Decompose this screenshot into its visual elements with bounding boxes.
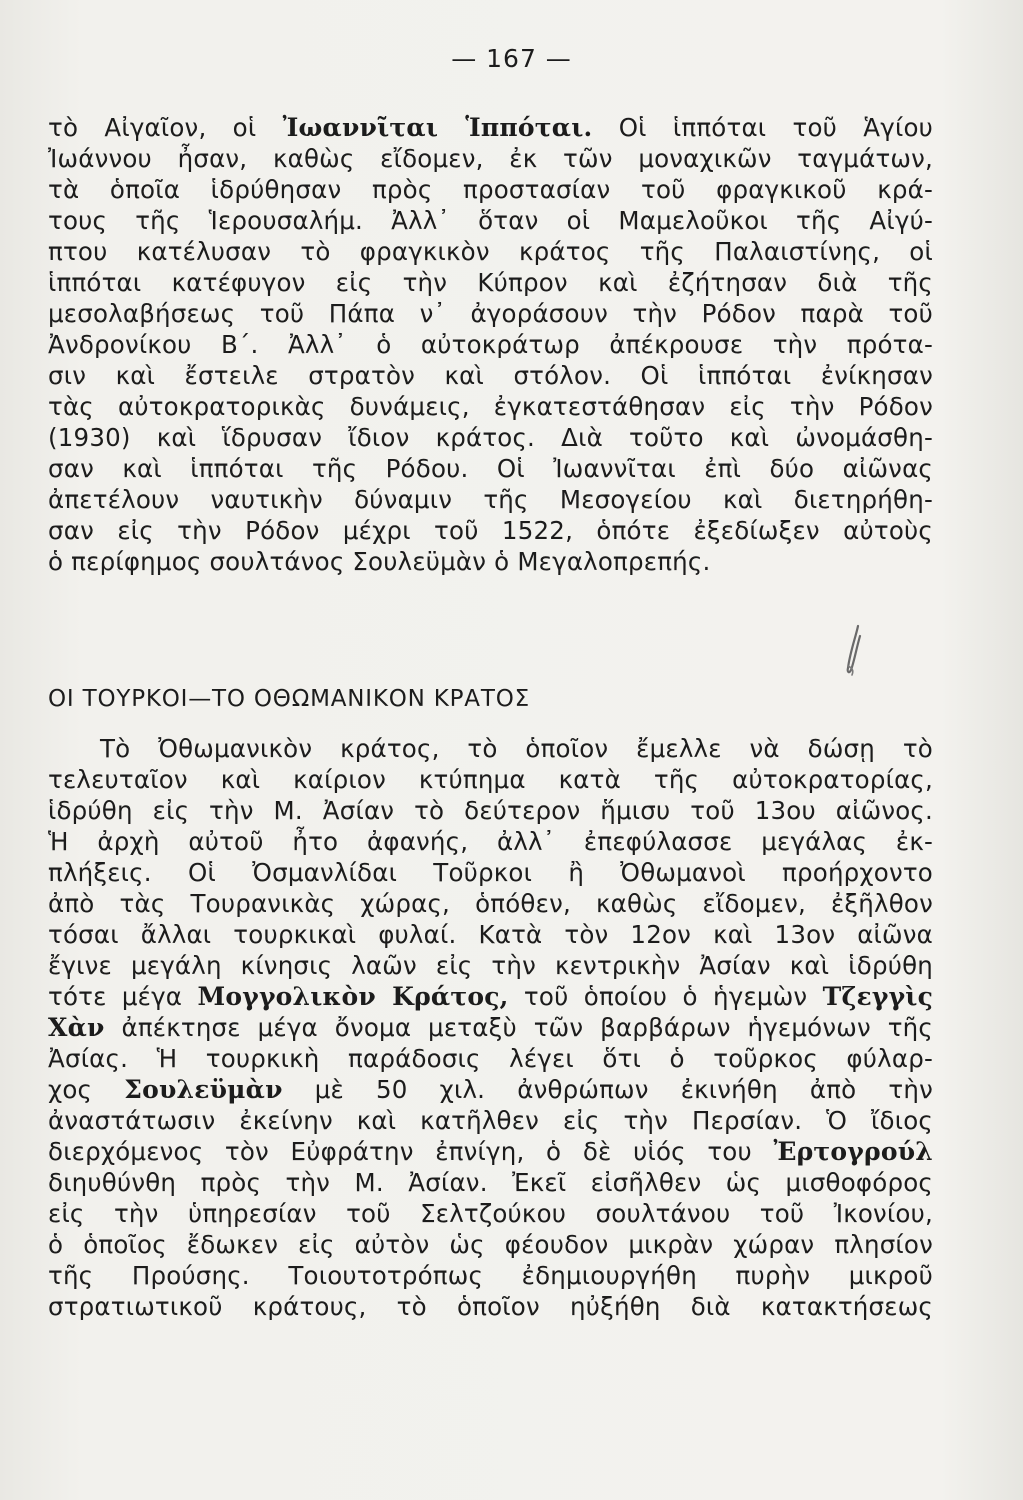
text-segment: ὁ ὁποῖος ἔδωκεν εἰς αὐτὸν ὡς φέουδον μικρὰν χώραν πλησίον xyxy=(48,1230,933,1259)
bold-term: Ἰωαννῖται Ἱππόται. xyxy=(282,113,593,142)
text-line xyxy=(48,1229,933,1260)
text-line xyxy=(48,1198,933,1229)
text-line xyxy=(48,826,933,857)
text-segment: σαν καὶ ἱππόται τῆς Ρόδου. Οἱ Ἰωαννῖται ἐπὶ δύο αἰῶνας xyxy=(48,454,933,483)
text-segment: ἔγινε μεγάλη κίνησις λαῶν εἰς τὴν κεντρικὴν Ἀσίαν καὶ ἱδρύθη xyxy=(48,951,933,980)
text-segment: τῆς Προύσης. Τοιουτοτρόπως ἐδημιουργήθη πυρὴν μικροῦ xyxy=(48,1261,933,1290)
text-line xyxy=(48,143,933,174)
section-heading: ΟΙ ΤΟΥΡΚΟΙ—ΤΟ ΟΘΩΜΑΝΙΚΟΝ ΚΡΑΤΟΣ xyxy=(48,686,530,712)
text-line xyxy=(48,484,933,515)
text-segment: Ἡ ἀρχὴ αὐτοῦ ἦτο ἀφανής, ἀλλ᾽ ἐπεφύλασσε μεγάλας ἐκ- xyxy=(48,827,933,856)
bold-term: Ἐρτογρούλ xyxy=(773,1137,933,1166)
text-line xyxy=(48,1136,933,1167)
text-segment: εἰς τὴν ὑπηρεσίαν τοῦ Σελτζούκου σουλτάνου τοῦ Ἰκονίου, xyxy=(48,1199,933,1228)
text-segment: (1930) καὶ ἵδρυσαν ἴδιον κράτος. Διὰ τοῦτο καὶ ὠνομάσθη- xyxy=(48,423,933,452)
text-segment: ἀπὸ τὰς Τουρανικὰς χώρας, ὁπόθεν, καθὼς εἴδομεν, ἐξῆλθον xyxy=(48,889,933,918)
page-number: — 167 — xyxy=(451,44,572,73)
text-segment: τόσαι ἄλλαι τουρκικαὶ φυλαί. Κατὰ τὸν 12ον καὶ 13ον αἰῶνα xyxy=(48,920,933,949)
text-segment: ἀναστάτωσιν ἐκείνην καὶ κατῆλθεν εἰς τὴν Περσίαν. Ὁ ἴδιος xyxy=(48,1106,933,1135)
text-segment: Ἰωάννου ἦσαν, καθὼς εἴδομεν, ἐκ τῶν μοναχικῶν ταγμάτων, xyxy=(48,144,933,173)
text-segment: ὁ περίφημος σουλτάνος Σουλεϋμὰν ὁ Μεγαλοπρεπής. xyxy=(48,547,711,576)
bold-term: Μογγολικὸν Κράτος, xyxy=(197,982,509,1011)
text-segment: διηυθύνθη πρὸς τὴν Μ. Ἀσίαν. Ἐκεῖ εἰσῆλθεν ὡς μισθοφόρος xyxy=(48,1168,933,1197)
text-segment: Ἀνδρονίκου Β΄. Ἀλλ᾽ ὁ αὐτοκράτωρ ἀπέκρουσε τὴν πρότα- xyxy=(48,330,933,359)
text-line xyxy=(48,1074,933,1105)
text-segment: στρατιωτικοῦ κράτους, τὸ ὁποῖον ηὐξήθη διὰ κατακτήσεως xyxy=(48,1292,933,1321)
text-line xyxy=(48,1105,933,1136)
text-line xyxy=(48,764,933,795)
text-line xyxy=(48,888,933,919)
text-line xyxy=(48,360,933,391)
text-line xyxy=(48,422,933,453)
text-segment: χος xyxy=(48,1075,125,1104)
text-segment: ἱππόται κατέφυγον εἰς τὴν Κύπρον καὶ ἐζήτησαν διὰ τῆς xyxy=(48,268,933,297)
text-segment: τὰς αὐτοκρατορικὰς δυνάμεις, ἐγκατεστάθησαν εἰς τὴν Ρόδον xyxy=(48,392,933,421)
text-line xyxy=(48,298,933,329)
text-line xyxy=(48,205,933,236)
text-segment: διερχόμενος τὸν Εὐφράτην ἐπνίγη, ὁ δὲ υἱός του xyxy=(48,1137,774,1166)
text-line xyxy=(48,857,933,888)
text-line xyxy=(48,391,933,422)
text-segment: τοῦ ὁποίου ὁ ἡγεμὼν xyxy=(508,982,823,1011)
text-line xyxy=(48,1291,933,1322)
text-segment: Ἀσίας. Ἡ τουρκικὴ παράδοσις λέγει ὅτι ὁ τοῦρκος φύλαρ- xyxy=(48,1044,933,1073)
text-line xyxy=(48,267,933,298)
text-segment: ἱδρύθη εἰς τὴν Μ. Ἀσίαν τὸ δεύτερον ἥμισυ τοῦ 13ου αἰῶνος. xyxy=(48,796,933,825)
bold-term: Σουλεϋμὰν xyxy=(124,1075,283,1104)
text-line xyxy=(48,1260,933,1291)
text-line xyxy=(48,515,933,546)
text-segment: μεσολαβήσεως τοῦ Πάπα ν᾽ ἀγοράσουν τὴν Ρόδον παρὰ τοῦ xyxy=(48,299,933,328)
text-line xyxy=(48,236,933,267)
handwritten-pencil-mark xyxy=(840,622,870,678)
text-line xyxy=(48,1167,933,1198)
bold-term: Χὰν xyxy=(48,1013,105,1042)
text-line xyxy=(48,919,933,950)
text-segment: πτου κατέλυσαν τὸ φραγκικὸν κράτος τῆς Παλαιστίνης, οἱ xyxy=(48,237,933,266)
text-line xyxy=(48,174,933,205)
text-segment: τὸ Αἰγαῖον, οἱ xyxy=(48,113,283,142)
text-line xyxy=(48,1043,933,1074)
paragraph-knights-of-rhodes xyxy=(48,112,933,577)
text-line xyxy=(48,1012,933,1043)
text-segment: πλήξεις. Οἱ Ὀσμανλίδαι Τοῦρκοι ἢ Ὀθωμανοὶ προήρχοντο xyxy=(48,858,933,887)
bold-term: Τζεγγὶς xyxy=(822,982,933,1011)
text-segment: ἀπετέλουν ναυτικὴν δύναμιν τῆς Μεσογείου καὶ διετηρήθη- xyxy=(48,485,933,514)
text-segment: τὰ ὁποῖα ἱδρύθησαν πρὸς προστασίαν τοῦ φραγκικοῦ κρά- xyxy=(48,175,933,204)
text-segment: τους τῆς Ἱερουσαλήμ. Ἀλλ᾽ ὅταν οἱ Μαμελοῦκοι τῆς Αἰγύ- xyxy=(48,206,933,235)
text-segment: Τὸ Ὀθωμανικὸν κράτος, τὸ ὁποῖον ἔμελλε νὰ δώσῃ τὸ xyxy=(100,734,933,763)
text-segment: τελευταῖον καὶ καίριον κτύπημα κατὰ τῆς αὐτοκρατορίας, xyxy=(48,765,933,794)
paragraph-ottoman-state xyxy=(48,733,933,1322)
text-segment: σιν καὶ ἔστειλε στρατὸν καὶ στόλον. Οἱ ἱππόται ἐνίκησαν xyxy=(48,361,933,390)
text-line xyxy=(48,546,933,577)
text-line xyxy=(48,453,933,484)
text-segment: Οἱ ἱππόται τοῦ Ἁγίου xyxy=(592,113,934,142)
text-line xyxy=(48,329,933,360)
text-segment: μὲ 50 χιλ. ἀνθρώπων ἐκινήθη ἀπὸ τὴν xyxy=(282,1075,933,1104)
text-line xyxy=(48,950,933,981)
text-line xyxy=(48,112,933,143)
text-line xyxy=(48,981,933,1012)
text-line xyxy=(48,795,933,826)
text-segment: ἀπέκτησε μέγα ὄνομα μεταξὺ τῶν βαρβάρων ἡγεμόνων τῆς xyxy=(104,1013,933,1042)
text-segment: τότε μέγα xyxy=(48,982,198,1011)
text-segment: σαν εἰς τὴν Ρόδον μέχρι τοῦ 1522, ὁπότε ἐξεδίωξεν αὐτοὺς xyxy=(48,516,933,545)
text-line xyxy=(48,733,933,764)
